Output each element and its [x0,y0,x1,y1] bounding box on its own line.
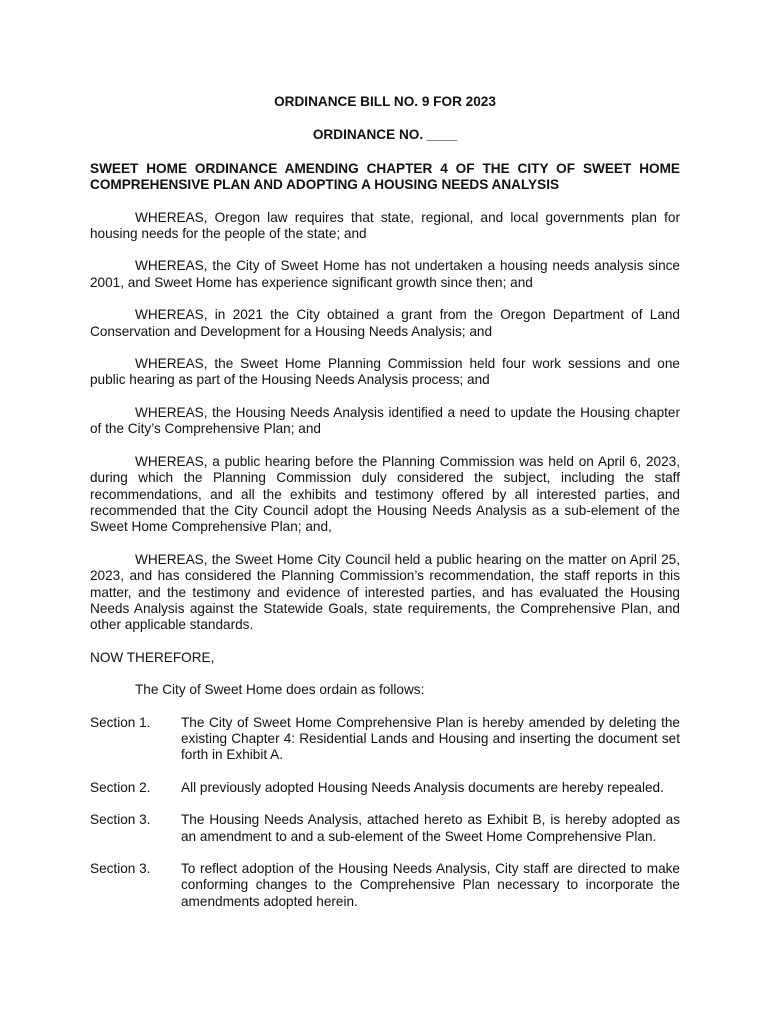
ordinance-bill-heading: ORDINANCE BILL NO. 9 FOR 2023 [274,94,496,109]
section-label: Section 3. [90,861,151,876]
whereas-paragraph-7: WHEREAS, the Sweet Home City Council held a public hearing on the matter on April 25, 2023, and has considered the Planning Commission’s recommendation, the staff reports in this matter, and the testimony and evidence of interested parties, and has evaluated the Housing Needs Analysis against the Statewide Goals, state requirements, the Comprehensive Plan, and other applicable standards. [90,551,680,633]
ordinance-number-heading: ORDINANCE NO. ____ [312,127,458,143]
ordain-text: The City of Sweet Home does ordain as follows: [135,682,425,698]
section-text: The Housing Needs Analysis, attached hereto as Exhibit B, is hereby adopted as an amendment to and a sub-element of the Sweet Home Comprehensive Plan. [181,812,680,844]
section-3 [90,812,680,845]
now-therefore-text: NOW THEREFORE, [90,649,215,665]
whereas-paragraph-1: WHEREAS, Oregon law requires that state, regional, and local governments plan for housing needs for the people of the state; and [90,209,680,242]
document-body [90,94,680,910]
section-text: The City of Sweet Home Comprehensive Plan is hereby amended by deleting the existing Chapter 4: Residential Lands and Housing and inserting the document set forth in Exhibit A. [181,714,680,763]
section-label: Section 2. [90,779,151,795]
section-text: All previously adopted Housing Needs Analysis documents are hereby repealed. [181,779,664,795]
whereas-paragraph-5: WHEREAS, the Housing Needs Analysis identified a need to update the Housing chapter of the City’s Comprehensive Plan; and [90,404,680,437]
section-text: To reflect adoption of the Housing Needs Analysis, City staff are directed to make conforming changes to the Comprehensive Plan necessary to incorporate the amendments adopted herein. [181,861,680,909]
whereas-paragraph-2: WHEREAS, the City of Sweet Home has not undertaken a housing needs analysis since 2001, and Sweet Home has experience significant growth since then; and [90,258,680,290]
whereas-paragraph-4: WHEREAS, the Sweet Home Planning Commission held four work sessions and one public hearing as part of the Housing Needs Analysis process; and [90,356,680,388]
section-1 [90,715,680,764]
whereas-paragraph-3: WHEREAS, in 2021 the City obtained a grant from the Oregon Department of Land Conservation and Development for a Housing Needs Analysis; and [90,307,680,339]
whereas-paragraph-6: WHEREAS, a public hearing before the Planning Commission was held on April 6, 2023, during which the Planning Commission duly considered the subject, including the staff recommendations, and all the exhibits and testimony offered by all interested parties, and recommended that the City Council adopt the Housing Needs Analysis as a sub-element of the Sweet Home Comprehensive Plan; and, [90,453,680,535]
section-2 [90,780,680,796]
section-label: Section 1. [90,714,151,730]
section-label: Section 3. [90,812,151,828]
section-4 [90,861,680,910]
ordinance-title: SWEET HOME ORDINANCE AMENDING CHAPTER 4 OF THE CITY OF SWEET HOME COMPREHENSIVE PLAN AND ADOPTING A HOUSING NEEDS ANALYSIS [90,160,680,193]
